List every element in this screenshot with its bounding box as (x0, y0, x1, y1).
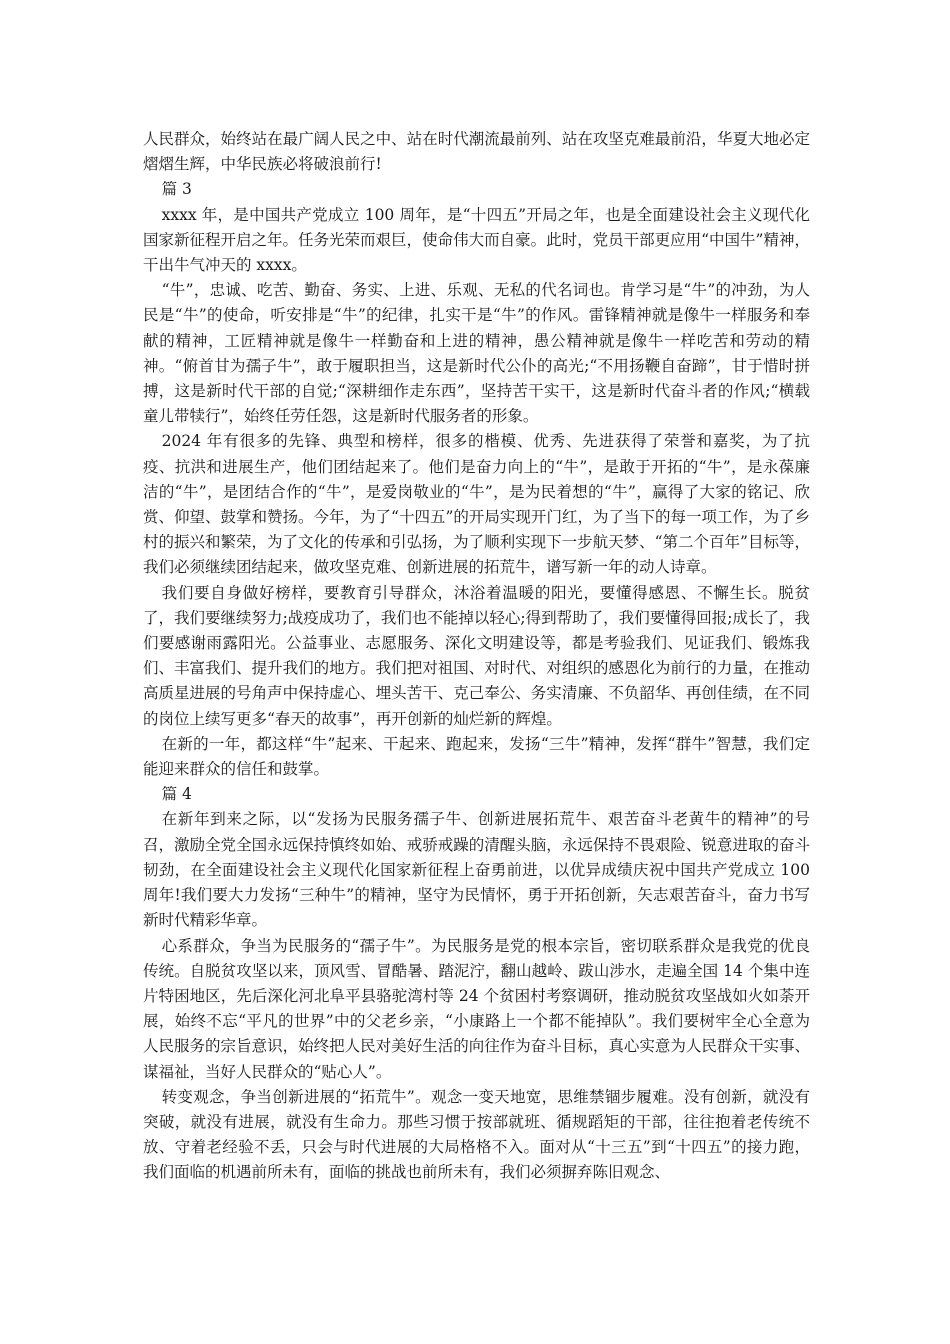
body-paragraph: xxxx 年，是中国共产党成立 100 周年，是“十四五”开局之年，也是全面建设社会主义现代化国家新征程开启之年。任务光荣而艰巨，使命伟大而自豪。此时，党员干部更应用“中国牛”精神，干出牛气冲天的 xxxx。 (143, 205, 810, 275)
body-paragraph: 心系群众，争当为民服务的“孺子牛”。为民服务是党的根本宗旨，密切联系群众是我党的优良传统。自脱贫攻坚以来，顶风雪、冒酷暑、踏泥泞，翻山越岭、跋山涉水，走遍全国 14 个集中连片特困地区，先后深化河北阜平县骆驼湾村等 24 个贫困村考察调研，推动脱贫攻坚战如火如荼开展，始终不忘“平凡的世界”中的父老乡亲，“小康路上一个都不能掉队”。我们要树牢全心全意为人民服务的宗旨意识，始终把人民对美好生活的向往作为奋斗目标，真心实意为人民群众干实事、谋福祉，当好人民群众的“贴心人”。 (143, 936, 810, 1081)
section-heading: 篇 3 (161, 180, 192, 199)
body-paragraph: 转变观念，争当创新进展的“拓荒牛”。观念一变天地宽，思维禁锢步履难。没有创新，就没有突破，就没有进展，就没有生命力。那些习惯于按部就班、循规蹈矩的干部，往往抱着老传统不放、守着老经验不丢，只会与时代进展的大局格格不入。面对从“十三五”到“十四五”的接力跑，我们面临的机遇前所未有，面临的挑战也前所未有，我们必须摒弃陈旧观念、 (143, 1087, 810, 1182)
section-heading: 篇 4 (161, 785, 192, 804)
body-paragraph: 在新年到来之际，以“发扬为民服务孺子牛、创新进展拓荒牛、艰苦奋斗老黄牛的精神”的号召，激励全党全国永远保持慎终如始、戒骄戒躁的清醒头脑，永远保持不畏艰险、锐意进取的奋斗韧劲，在全面建设社会主义现代化国家新征程上奋勇前进，以优异成绩庆祝中国共产党成立 100 周年!我们要大力发扬“三种牛”的精神，坚守为民情怀，勇于开拓创新，矢志艰苦奋斗，奋力书写新时代精彩华章。 (143, 810, 810, 930)
body-paragraph: 人民群众，始终站在最广阔人民之中、站在时代潮流最前列、站在攻坚克难最前沿，华夏大地必定熠熠生辉，中华民族必将破浪前行! (143, 130, 810, 174)
document-page (143, 127, 810, 1186)
body-paragraph: 在新的一年，都这样“牛”起来、干起来、跑起来，发扬“三牛”精神，发挥“群牛”智慧，我们定能迎来群众的信任和鼓掌。 (143, 734, 810, 779)
body-paragraph: “牛”，忠诚、吃苦、勤奋、务实、上进、乐观、无私的代名词也。肯学习是“牛”的冲劲，为人民是“牛”的使命，听安排是“牛”的纪律，扎实干是“牛”的作风。雷锋精神就是像牛一样服务和奉献的精神，工匠精神就是像牛一样勤奋和上进的精神，愚公精神就是像牛一样吃苦和劳动的精神。“俯首甘为孺子牛”，敢于履职担当，这是新时代公仆的高光;“不用扬鞭自奋蹄”，甘于惜时拼搏，这是新时代干部的自觉;“深耕细作走东西”，坚持苦干实干，这是新时代奋斗者的作风;“横载童儿带犊行”，始终任劳任怨，这是新时代服务者的形象。 (143, 281, 810, 426)
body-paragraph: 2024 年有很多的先锋、典型和榜样，很多的楷模、优秀、先进获得了荣誉和嘉奖，为了抗疫、抗洪和进展生产，他们团结起来了。他们是奋力向上的“牛”，是敢于开拓的“牛”，是永葆廉洁的“牛”，是团结合作的“牛”，是爱岗敬业的“牛”，是为民着想的“牛”，赢得了大家的铭记、欣赏、仰望、鼓掌和赞扬。今年，为了“十四五”的开局实现开门红，为了当下的每一项工作，为了乡村的振兴和繁荣，为了文化的传承和引弘扬，为了顺利实现下一步航天梦、“第二个百年”目标等，我们必须继续团结起来，做攻坚克难、创新进展的拓荒牛，谱写新一年的动人诗章。 (143, 432, 810, 577)
body-paragraph: 我们要自身做好榜样，要教育引导群众，沐浴着温暖的阳光，要懂得感恩、不懈生长。脱贫了，我们要继续努力;战疫成功了，我们也不能掉以轻心;得到帮助了，我们要懂得回报;成长了，我们要感谢雨露阳光。公益事业、志愿服务、深化文明建设等，都是考验我们、见证我们、锻炼我们、丰富我们、提升我们的地方。我们把对祖国、对时代、对组织的感恩化为前行的力量，在推动高质星进展的号角声中保持虚心、埋头苦干、克己奉公、务实清廉、不负韶华、再创佳绩，在不同的岗位上续写更多“春天的故事”，再开创新的灿烂新的辉煌。 (143, 583, 810, 728)
